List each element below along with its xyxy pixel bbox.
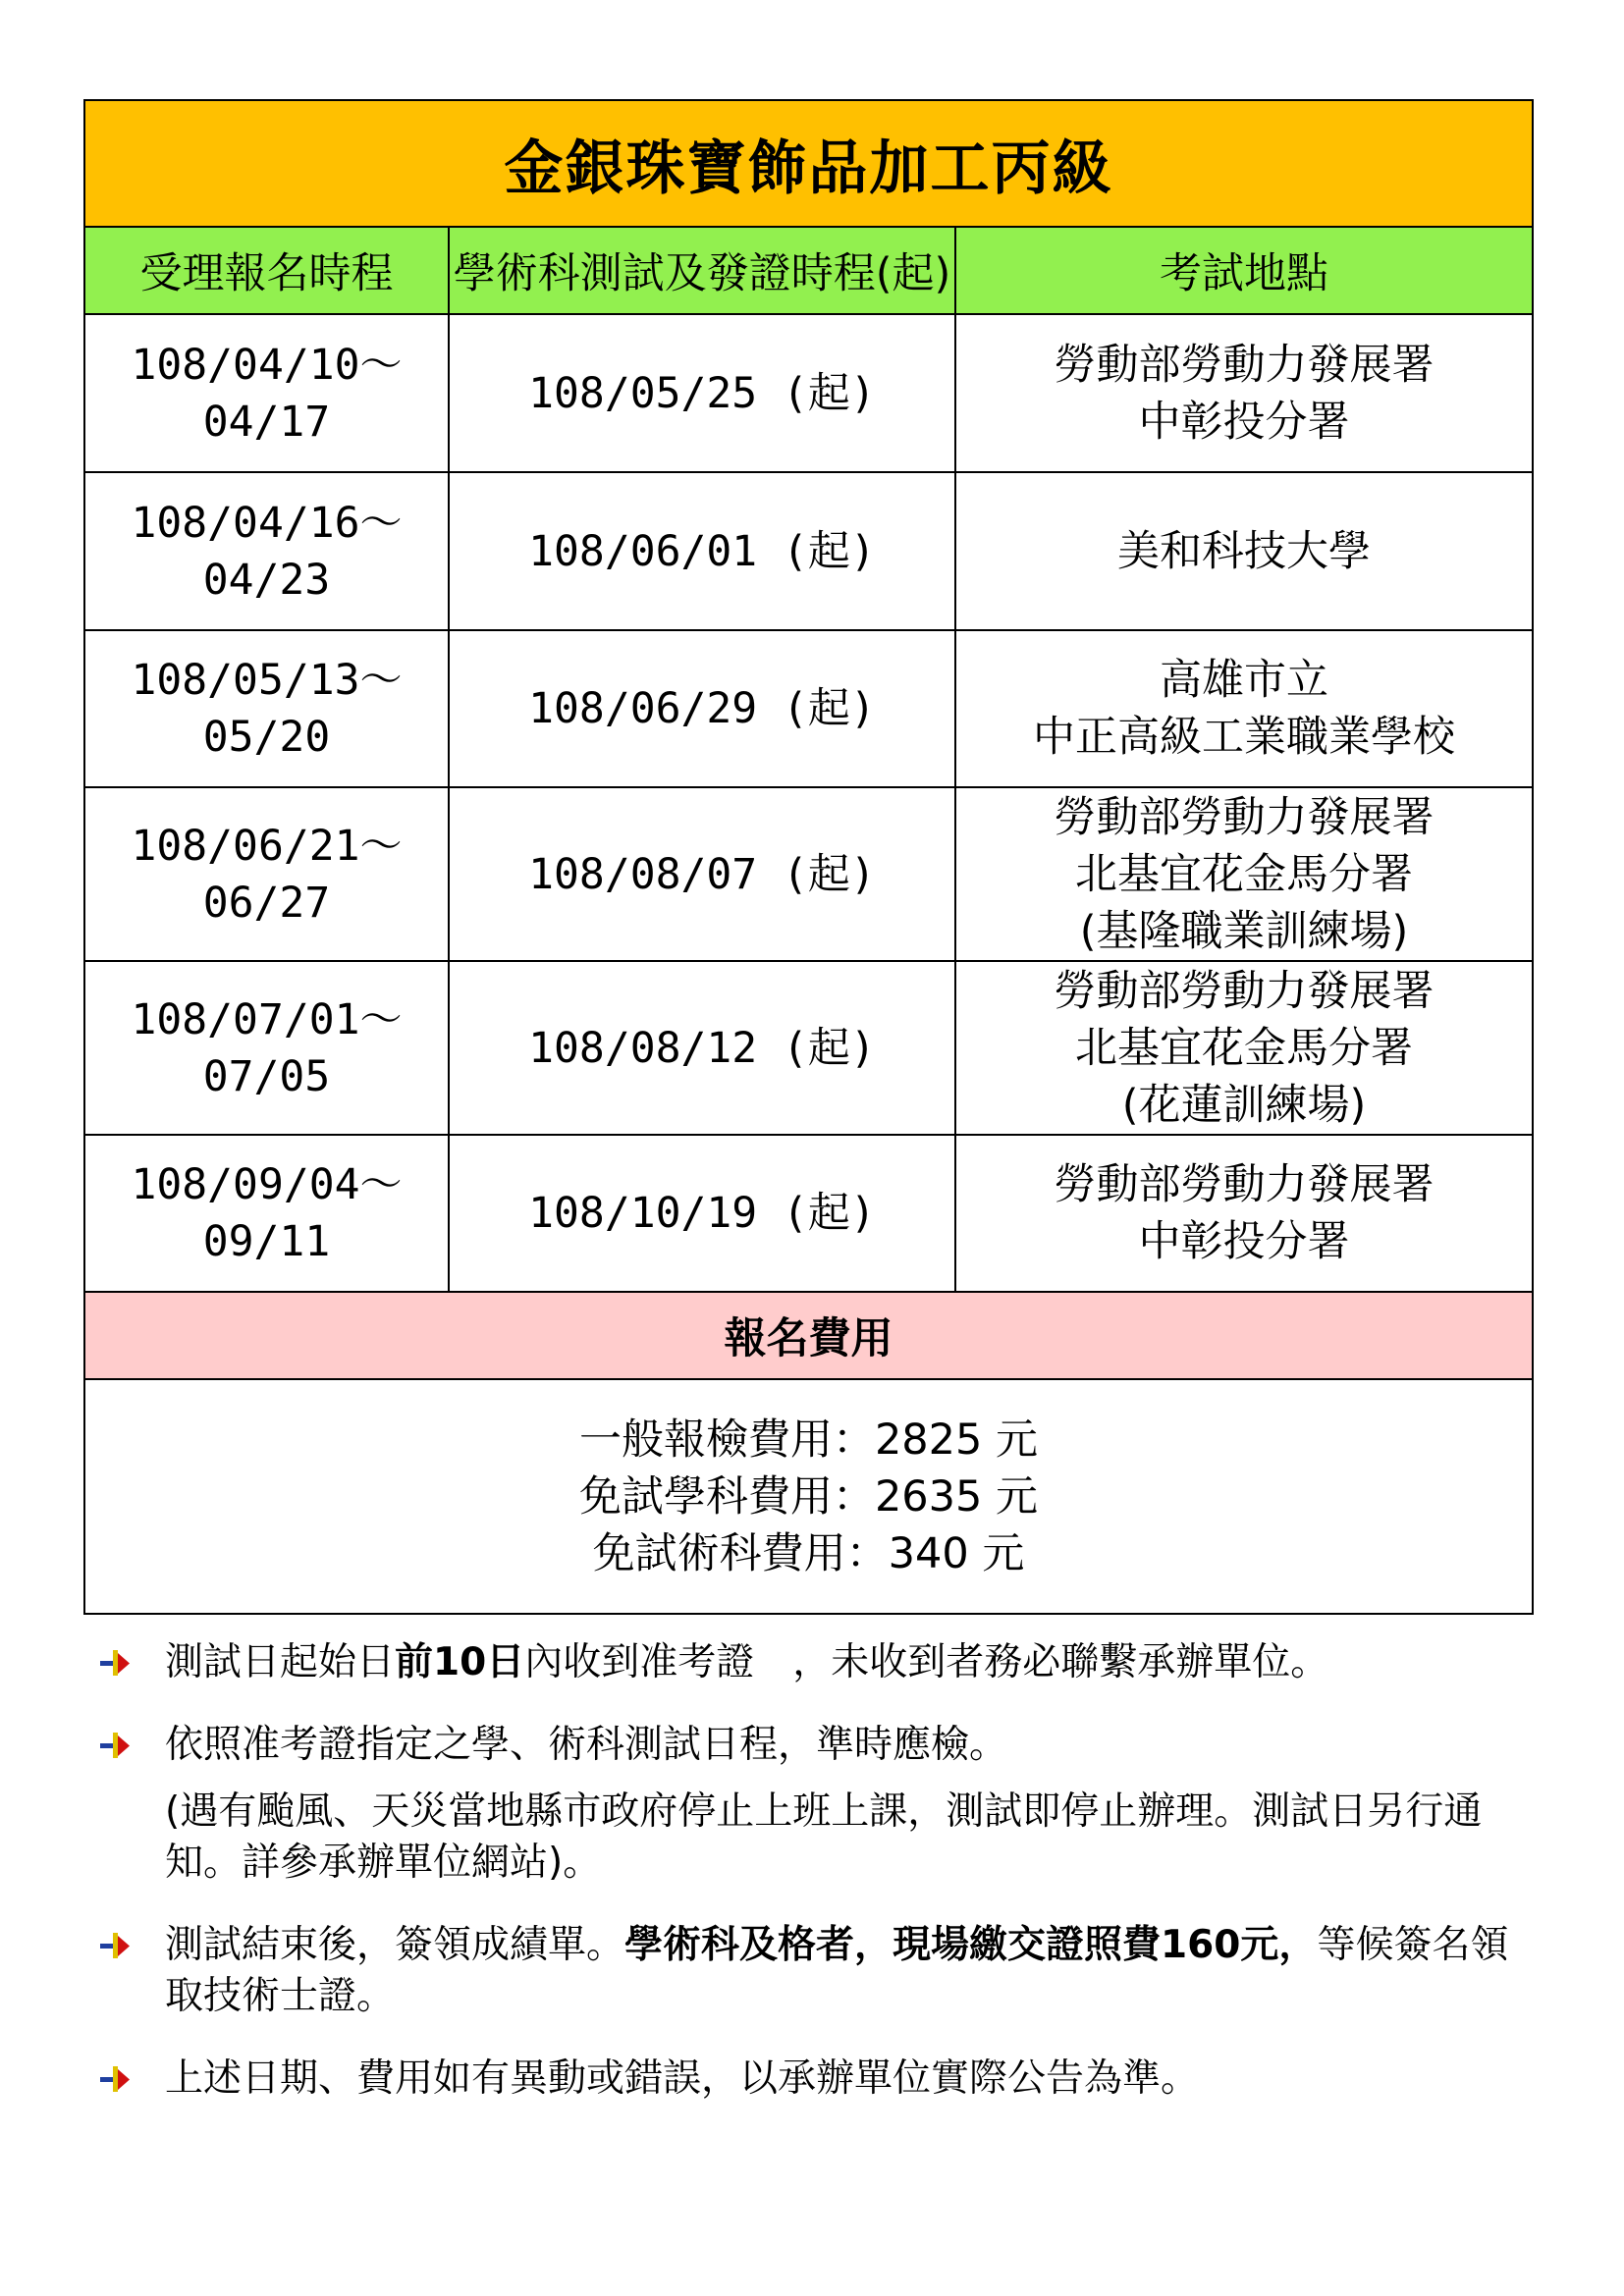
note-text: 測試結束後，簽領成績單。 (165, 1923, 625, 1967)
note-item (98, 1920, 1542, 2022)
exam-location (955, 314, 1533, 472)
note-text: 等候簽名領取技術士證。 (165, 1923, 1509, 2018)
table-row (84, 1135, 1533, 1292)
location-line: 北基宜花金馬分署 (1075, 1023, 1413, 1073)
note-emphasis: 學術科及格者，現場繳交證照費160元， (624, 1923, 1318, 1967)
registration-period: 108/07/01～07/05 (84, 961, 449, 1135)
notes-list (98, 1637, 1542, 2136)
bullet-arrow-icon (98, 2054, 165, 2105)
header-location: 考試地點 (955, 227, 1533, 314)
location-line: 美和科技大學 (1117, 526, 1371, 576)
note-text: 測試日起始日 (165, 1640, 396, 1684)
location-line: 勞動部勞動力發展署 (1054, 340, 1435, 390)
exam-location (955, 1135, 1533, 1292)
note-text: 內收到准考證 ，未收到者務必聯繫承辦單位。 (524, 1640, 1329, 1684)
registration-period: 108/09/04～09/11 (84, 1135, 449, 1292)
location-line: 勞動部勞動力發展署 (1054, 792, 1435, 842)
note-item (98, 2054, 1542, 2105)
note-text: 上述日期、費用如有異動或錯誤，以承辦單位實際公告為準。 (165, 2056, 1200, 2101)
registration-period: 108/06/21～06/27 (84, 787, 449, 961)
exam-date: 108/10/19 (起) (449, 1135, 955, 1292)
page-title: 金銀珠寶飾品加工丙級 (84, 100, 1533, 227)
location-line: 勞動部勞動力發展署 (1054, 966, 1435, 1016)
exam-location (955, 630, 1533, 787)
bullet-arrow-icon (98, 1720, 165, 1771)
registration-period: 108/04/10～04/17 (84, 314, 449, 472)
table-row (84, 314, 1533, 472)
header-exam: 學術科測試及發證時程(起) (449, 227, 955, 314)
table-row (84, 787, 1533, 961)
exam-location (955, 787, 1533, 961)
exam-date: 108/06/01 (起) (449, 472, 955, 630)
exam-location (955, 961, 1533, 1135)
location-line: 中彰投分署 (1138, 397, 1350, 447)
table-row (84, 630, 1533, 787)
note-item (98, 1637, 1542, 1688)
exam-location (955, 472, 1533, 630)
table-row (84, 961, 1533, 1135)
exam-date: 108/08/12 (起) (449, 961, 955, 1135)
location-line: (花蓮訓練場) (1121, 1080, 1367, 1130)
registration-period: 108/05/13～05/20 (84, 630, 449, 787)
location-line: 北基宜花金馬分署 (1075, 849, 1413, 899)
bullet-arrow-icon (98, 1637, 165, 1688)
schedule-table (83, 99, 1534, 1615)
note-subtext: (遇有颱風、天災當地縣市政府停止上班上課，測試即停止辦理。測試日另行通知。詳參承辦單位網站)。 (165, 1789, 1483, 1885)
location-line: 高雄市立 (1160, 656, 1328, 705)
header-registration: 受理報名時程 (84, 227, 449, 314)
note-item (98, 1720, 1542, 1771)
note-emphasis: 前10日 (395, 1640, 525, 1684)
exam-date: 108/06/29 (起) (449, 630, 955, 787)
note-text: 依照准考證指定之學、術科測試日程，準時應檢。 (165, 1723, 1008, 1767)
fee-header: 報名費用 (84, 1292, 1533, 1379)
registration-period: 108/04/16～04/23 (84, 472, 449, 630)
location-line: (基隆職業訓練場) (1079, 906, 1409, 956)
fee-item: 一般報檢費用：2825 元 (578, 1415, 1039, 1465)
fee-item: 免試學科費用：2635 元 (578, 1471, 1039, 1522)
table-row (84, 472, 1533, 630)
location-line: 中彰投分署 (1138, 1217, 1350, 1266)
bullet-arrow-icon (98, 1920, 165, 1971)
location-line: 勞動部勞動力發展署 (1054, 1160, 1435, 1209)
fee-item: 免試術科費用：340 元 (592, 1528, 1025, 1578)
exam-date: 108/05/25 (起) (449, 314, 955, 472)
location-line: 中正高級工業職業學校 (1033, 713, 1455, 762)
fee-list (84, 1379, 1533, 1614)
exam-date: 108/08/07 (起) (449, 787, 955, 961)
